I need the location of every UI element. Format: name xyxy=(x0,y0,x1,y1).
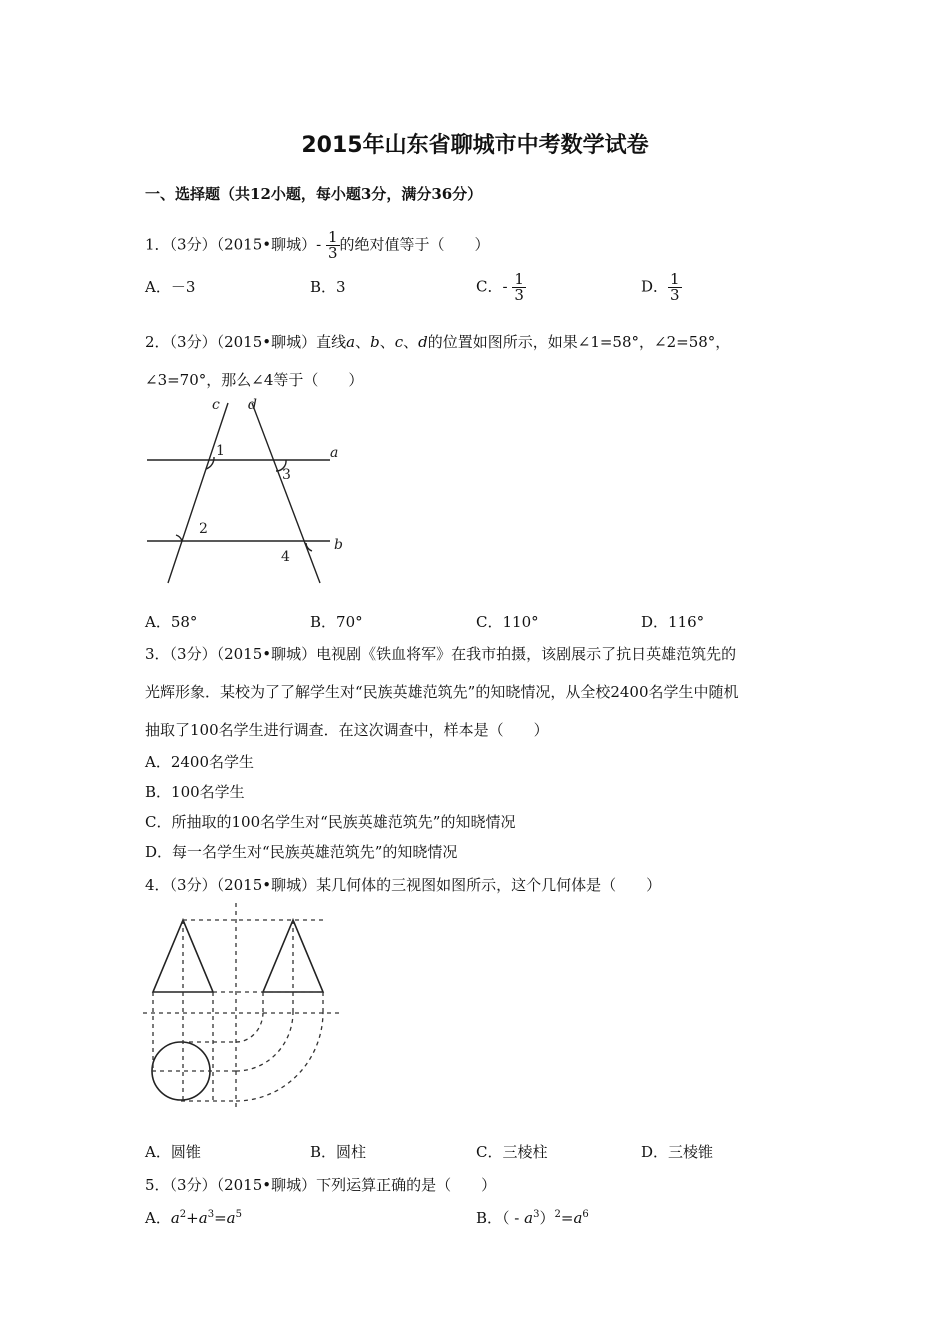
q2-var-c: c xyxy=(394,333,404,351)
q4-option-c: C．三棱柱 xyxy=(476,1143,548,1161)
label-b: b xyxy=(334,537,343,553)
label-c: c xyxy=(212,397,220,413)
q2-prefix: 2．（3分）（2015•聊城）直线 xyxy=(145,333,347,351)
q2-option-a: A．58° xyxy=(145,613,198,631)
q2-figure-parallel-lines xyxy=(140,393,360,588)
question-3-line-2: 光辉形象．某校为了了解学生对“民族英雄范筑先”的知晓情况，从全校2400名学生中随机 xyxy=(145,683,739,701)
question-2-line-2: ∠3=70°，那么∠4等于（ ） xyxy=(145,371,364,389)
q3-option-d: D．每一名学生对“民族英雄范筑先”的知晓情况 xyxy=(145,843,458,861)
q1-fraction xyxy=(326,230,340,261)
label-a: a xyxy=(330,445,339,461)
q5-a-plus: + xyxy=(186,1209,199,1227)
section-heading: 一、选择题（共12小题，每小题3分，满分36分） xyxy=(145,185,483,203)
q5-b-eq: = xyxy=(560,1209,574,1227)
q1-option-c xyxy=(476,272,526,303)
question-3-line-1: 3．（3分）（2015•聊城）电视剧《铁血将军》在我市拍摄，该剧展示了抗日英雄范筑先的 xyxy=(145,645,737,663)
line-c xyxy=(168,403,228,583)
q5-a-exp-1: 2 xyxy=(179,1209,187,1220)
dash-arc-middle xyxy=(236,1012,293,1071)
q2-option-d: D．116° xyxy=(641,613,705,631)
q1-option-c-fraction xyxy=(512,272,526,303)
q1-neg: - xyxy=(316,235,326,254)
dash-arc-outer xyxy=(236,1012,323,1101)
question-5-line-1: 5．（3分）（2015•聊城）下列运算正确的是（ ） xyxy=(145,1176,497,1194)
q5-b-open: （ - xyxy=(502,1209,525,1227)
q2-sep-3: 、 xyxy=(403,333,419,351)
q2-var-a: a xyxy=(346,333,356,351)
q1-option-c-num: 1 xyxy=(514,270,524,288)
q5-a-exp-2: 3 xyxy=(207,1209,215,1220)
label-d: d xyxy=(248,397,257,413)
q5-option-b xyxy=(476,1207,589,1228)
label-angle-3: 3 xyxy=(282,467,291,483)
q2-line1-rest: 的位置如图所示，如果∠1=58°，∠2=58°， xyxy=(427,333,731,351)
q1-option-d xyxy=(641,272,682,303)
angle-2-arc xyxy=(176,535,182,541)
q1-suffix: 的绝对值等于（ ） xyxy=(339,235,490,254)
q2-option-b: B．70° xyxy=(310,613,363,631)
q1-option-d-den: 3 xyxy=(670,286,680,304)
q3-option-b: B．100名学生 xyxy=(145,783,245,801)
q1-option-c-label: C． xyxy=(476,277,503,296)
q5-b-label: B． xyxy=(476,1209,503,1227)
q5-b-exp-1: 3 xyxy=(533,1209,540,1220)
q2-sep-1: 、 xyxy=(355,333,371,351)
q2-var-d: d xyxy=(418,333,428,351)
page-title: 2015年山东省聊城市中考数学试卷 xyxy=(301,133,649,158)
q5-a-label: A． xyxy=(145,1209,171,1227)
q1-option-c-neg: - xyxy=(502,277,513,296)
q4-option-d: D．三棱锥 xyxy=(641,1143,714,1161)
q1-frac-num: 1 xyxy=(327,228,338,246)
q5-a-base-2: a xyxy=(198,1209,208,1227)
q3-option-a: A．2400名学生 xyxy=(145,753,255,771)
q4-option-b: B．圆柱 xyxy=(310,1143,367,1161)
q2-sep-2: 、 xyxy=(379,333,395,351)
q5-b-base-2: a xyxy=(573,1209,583,1227)
question-3-line-3: 抽取了100名学生进行调查．在这次调查中，样本是（ ） xyxy=(145,721,549,739)
q1-option-d-num: 1 xyxy=(670,270,680,288)
q5-a-base-3: a xyxy=(226,1209,236,1227)
q1-option-b: B．3 xyxy=(310,278,346,296)
question-2-line-1 xyxy=(145,331,730,352)
q5-b-base-1: a xyxy=(524,1209,534,1227)
q5-a-exp-3: 5 xyxy=(235,1209,242,1220)
question-1 xyxy=(145,230,490,261)
q1-frac-den: 3 xyxy=(327,244,338,262)
q1-option-c-den: 3 xyxy=(514,286,524,304)
q5-a-base-1: a xyxy=(170,1209,180,1227)
q5-b-exp-3: 6 xyxy=(582,1209,589,1220)
dash-arc-inner xyxy=(236,1012,263,1042)
q5-option-a xyxy=(145,1207,242,1228)
q3-option-c: C．所抽取的100名学生对“民族英雄范筑先”的知晓情况 xyxy=(145,813,516,831)
q4-figure-three-views xyxy=(140,900,350,1110)
question-4-line-1: 4．（3分）（2015•聊城）某几何体的三视图如图所示，这个几何体是（ ） xyxy=(145,876,662,894)
label-angle-4: 4 xyxy=(281,549,290,565)
q1-option-d-label: D． xyxy=(641,277,669,296)
label-angle-2: 2 xyxy=(199,521,208,537)
q1-prefix: 1．（3分）（2015•聊城） xyxy=(145,235,317,254)
q2-var-b: b xyxy=(370,333,380,351)
q5-b-close: ） xyxy=(539,1209,555,1227)
q5-b-exp-2: 2 xyxy=(554,1209,561,1220)
q4-option-a: A．圆锥 xyxy=(145,1143,201,1161)
label-angle-1: 1 xyxy=(216,443,225,459)
q5-a-eq: = xyxy=(214,1209,227,1227)
q1-option-a: A．－3 xyxy=(145,278,196,296)
q2-option-c: C．110° xyxy=(476,613,539,631)
q1-option-d-fraction xyxy=(668,272,682,303)
